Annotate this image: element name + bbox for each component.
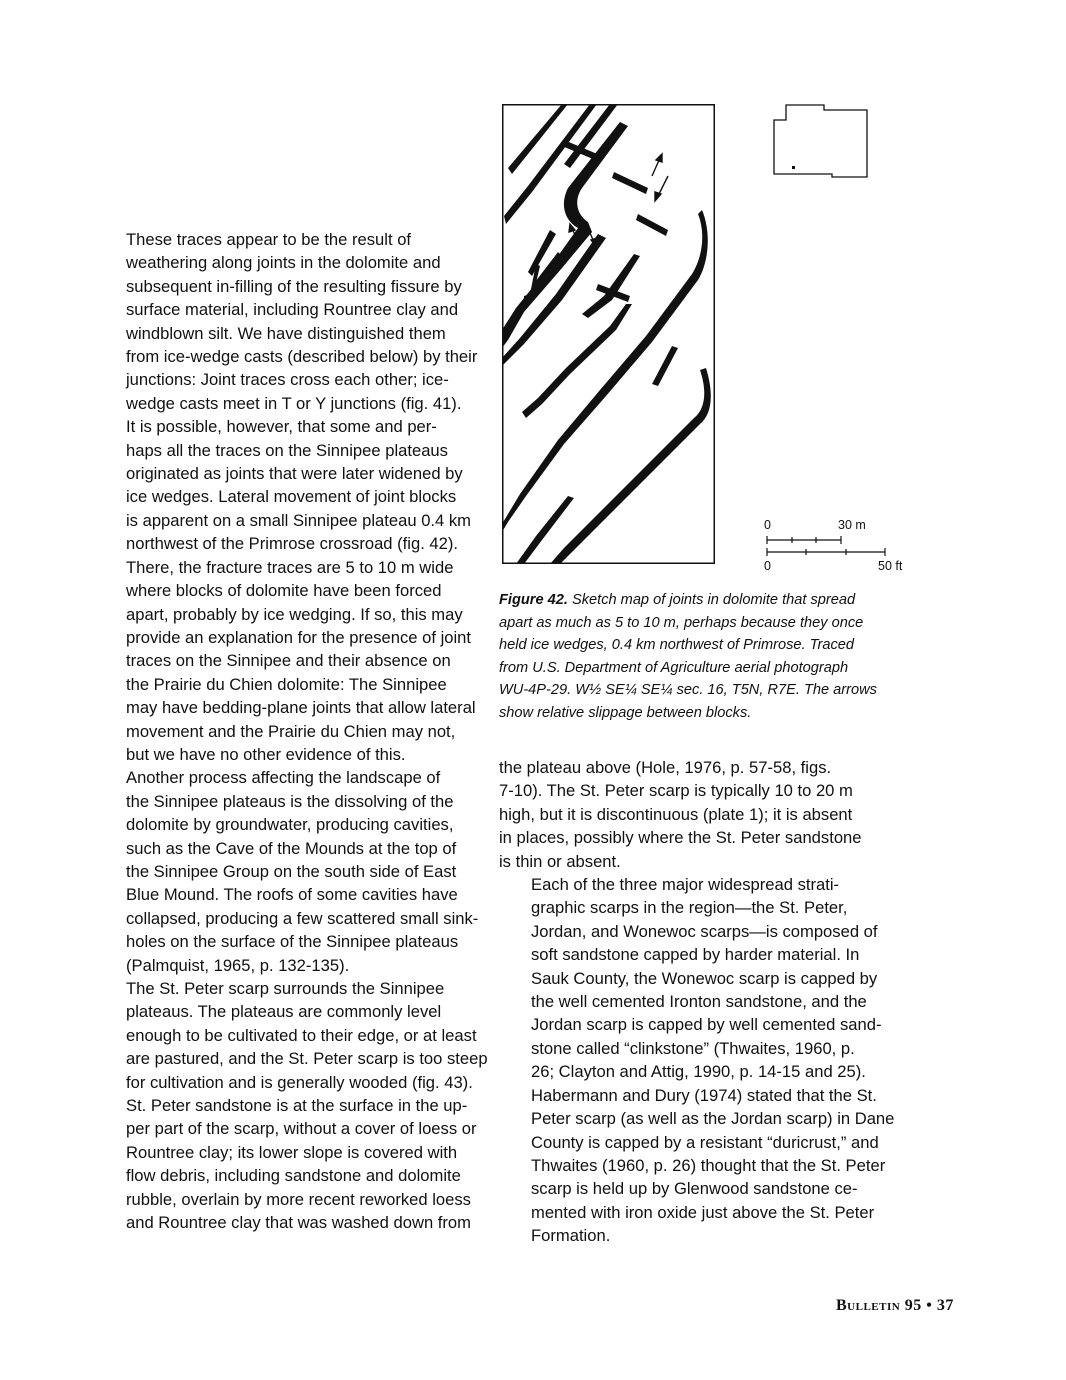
scale-metric-max: 30 m — [838, 518, 866, 532]
text-line: Thwaites (1960, p. 26) thought that the St. Peter — [531, 1155, 886, 1175]
text-line: flow debris, including sandstone and dolomite — [126, 1166, 461, 1186]
joint-trace — [502, 210, 708, 532]
scale-metric-zero: 0 — [764, 518, 771, 532]
text-line: surface material, including Rountree clay and — [126, 300, 459, 320]
text-line: Jordan scarp is capped by well cemented sand- — [531, 1015, 882, 1035]
paragraph — [94, 766, 479, 977]
text-line: in places, possibly where the St. Peter sandstone — [499, 828, 862, 848]
text-line: ice wedges. Lateral movement of joint blocks — [126, 487, 457, 507]
locator-site-marker — [792, 166, 795, 169]
text-line: County is capped by a resistant “duricrust,” and — [531, 1132, 879, 1152]
text-line: from ice-wedge casts (described below) by their — [126, 347, 478, 367]
paragraph — [94, 977, 488, 1234]
page-number: 37 — [936, 1297, 954, 1314]
text-line: Formation. — [531, 1226, 611, 1246]
text-line: Each of the three major widespread strati- — [531, 875, 840, 895]
text-line: holes on the surface of the Sinnipee plateaus — [126, 932, 459, 952]
locator-outline — [774, 105, 867, 177]
caption-text: Sketch map of joints in dolomite that spread — [567, 592, 856, 608]
footer-separator: • — [926, 1297, 933, 1314]
text-line: dolomite by groundwater, producing cavities, — [126, 815, 454, 835]
text-line: subsequent in-filling of the resulting fissure by — [126, 276, 462, 296]
text-line: is thin or absent. — [499, 851, 621, 871]
text-line: but we have no other evidence of this. — [126, 744, 406, 764]
figure-caption — [499, 589, 899, 725]
scale-feet-max: 50 ft — [878, 559, 903, 573]
joint-trace — [636, 214, 668, 236]
text-line: plateaus. The plateaus are commonly level — [126, 1002, 442, 1022]
text-line: graphic scarps in the region—the St. Peter, — [531, 898, 848, 918]
text-line: high, but it is discontinuous (plate 1); it is absent — [499, 804, 853, 824]
paragraph — [94, 228, 478, 415]
locator-map — [772, 104, 868, 178]
text-line: per part of the scarp, without a cover of loess or — [126, 1119, 477, 1139]
text-line: such as the Cave of the Mounds at the top of — [126, 838, 457, 858]
footer-number: 95 — [904, 1297, 922, 1314]
right-text-column — [499, 756, 895, 1248]
text-line: northwest of the Primrose crossroad (fig. 42). — [126, 534, 459, 554]
text-line: windblown silt. We have distinguished them — [126, 323, 446, 343]
text-line: the plateau above (Hole, 1976, p. 57-58, figs. — [499, 758, 832, 777]
slip-arrow-head — [656, 154, 662, 162]
text-line: haps all the traces on the Sinnipee plateaus — [126, 440, 448, 460]
text-line: may have bedding-plane joints that allow lateral — [126, 698, 476, 718]
text-line: the Sinnipee plateaus is the dissolving of the — [126, 791, 454, 811]
text-line: is apparent on a small Sinnipee plateau 0.4 km — [126, 510, 471, 530]
joint-trace — [582, 254, 640, 318]
paragraph — [94, 415, 476, 766]
text-line: There, the fracture traces are 5 to 10 m wide — [126, 557, 454, 577]
text-line: junctions: Joint traces cross each other; ice- — [126, 370, 449, 390]
text-line: (Palmquist, 1965, p. 132-135). — [126, 955, 350, 975]
text-line: It is possible, however, that some and per- — [126, 417, 437, 437]
text-line: collapsed, producing a few scattered small sink- — [126, 908, 479, 928]
caption-line: show relative slippage between blocks. — [499, 704, 752, 721]
text-line: Jordan, and Wonewoc scarps—is composed of — [531, 921, 878, 941]
text-line: 7-10). The St. Peter scarp is typically 10 to 20 m — [499, 781, 853, 801]
text-line: These traces appear to be the result of — [126, 230, 412, 249]
caption-line — [499, 589, 899, 612]
paragraph — [499, 756, 874, 873]
text-line: Rountree clay; its lower slope is covered with — [126, 1142, 458, 1162]
joint-sketch-map — [502, 104, 715, 564]
text-line: are pastured, and the St. Peter scarp is too steep — [126, 1049, 488, 1069]
text-line: the well cemented Ironton sandstone, and the — [531, 992, 867, 1012]
text-line: provide an explanation for the presence of joint — [126, 627, 472, 647]
text-line: soft sandstone capped by harder material. In — [531, 945, 860, 965]
paragraph — [499, 873, 895, 1248]
text-line: 26; Clayton and Attig, 1990, p. 14-15 and 25). — [531, 1062, 866, 1082]
text-line: Sauk County, the Wonewoc scarp is capped by — [531, 968, 878, 988]
text-line: Another process affecting the landscape of — [126, 768, 441, 788]
text-line: The St. Peter scarp surrounds the Sinnipee — [126, 979, 445, 998]
scale-bar-lines — [762, 534, 922, 560]
joint-trace — [550, 368, 711, 564]
text-line: Blue Mound. The roofs of some cavities have — [126, 885, 458, 905]
page-footer — [836, 1297, 954, 1315]
text-line: St. Peter sandstone is at the surface in the up- — [126, 1096, 468, 1116]
text-line: the Prairie du Chien dolomite: The Sinnipee — [126, 674, 447, 694]
caption-line: from U.S. Department of Agriculture aerial photograph — [499, 659, 849, 676]
caption-line: WU-4P-29. W½ SE¼ SE¼ sec. 16, T5N, R7E. The arrows — [499, 682, 877, 699]
footer-publication: Bulletin — [836, 1297, 901, 1314]
text-line: scarp is held up by Glenwood sandstone ce- — [531, 1179, 858, 1199]
text-line: movement and the Prairie du Chien may not, — [126, 721, 456, 741]
text-line: enough to be cultivated to their edge, or at least — [126, 1025, 477, 1045]
text-line: for cultivation and is generally wooded (fig. 43). — [126, 1072, 473, 1092]
text-line: traces on the Sinnipee and their absence on — [126, 651, 451, 671]
text-line: stone called “clinkstone” (Thwaites, 1960, p. — [531, 1038, 855, 1058]
text-line: apart, probably by ice wedging. If so, this may — [126, 604, 463, 624]
text-line: weathering along joints in the dolomite and — [126, 253, 441, 273]
text-line: where blocks of dolomite have been forced — [126, 581, 442, 601]
text-line: and Rountree clay that was washed down from — [126, 1213, 471, 1233]
caption-line: apart as much as 5 to 10 m, perhaps because they once — [499, 614, 864, 631]
text-line: Peter scarp (as well as the Jordan scarp) in Dane — [531, 1109, 895, 1129]
figure-label: Figure 42. — [499, 592, 568, 608]
text-line: Habermann and Dury (1974) stated that the St. — [531, 1085, 877, 1105]
slip-arrow-head — [655, 192, 661, 201]
caption-line: held ice wedges, 0.4 km northwest of Primrose. Traced — [499, 637, 854, 654]
left-text-column — [94, 228, 488, 1234]
text-line: originated as joints that were later widened by — [126, 464, 463, 484]
joint-trace — [652, 346, 678, 386]
text-line: the Sinnipee Group on the south side of East — [126, 861, 457, 881]
joint-trace — [612, 172, 648, 194]
joint-trace — [508, 104, 568, 174]
text-line: wedge casts meet in T or Y junctions (fig. 41). — [126, 393, 462, 413]
text-line: mented with iron oxide just above the St. Peter — [531, 1202, 875, 1222]
text-line: rubble, overlain by more recent reworked loess — [126, 1189, 471, 1209]
scale-feet-zero: 0 — [764, 559, 771, 573]
scale-bar — [762, 516, 922, 576]
